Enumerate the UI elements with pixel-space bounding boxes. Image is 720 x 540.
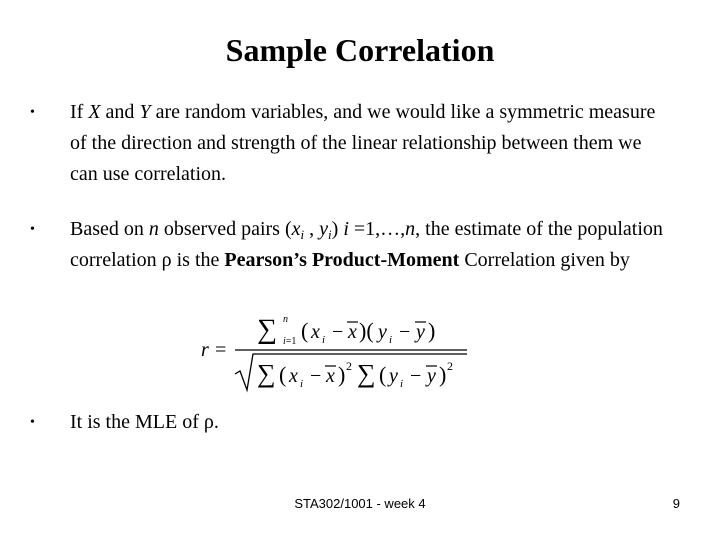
svg-text:): ) bbox=[439, 362, 447, 387]
svg-text:(: ( bbox=[279, 362, 287, 387]
svg-text:i: i bbox=[389, 334, 393, 346]
svg-text:i: i bbox=[400, 378, 404, 390]
svg-text:−: − bbox=[399, 321, 411, 343]
svg-text:−: − bbox=[332, 321, 344, 343]
svg-text:x: x bbox=[289, 365, 298, 387]
svg-text:(: ( bbox=[301, 318, 309, 343]
slide-footer: STA302/1001 - week 4 bbox=[294, 496, 426, 511]
svg-text:): ) bbox=[428, 318, 436, 343]
svg-text:=: = bbox=[215, 339, 227, 361]
svg-text:i=1: i=1 bbox=[283, 336, 297, 347]
svg-text:r: r bbox=[201, 339, 209, 361]
svg-text:): ) bbox=[338, 362, 346, 387]
svg-text:−: − bbox=[410, 365, 422, 387]
correlation-formula bbox=[195, 308, 475, 398]
svg-text:y: y bbox=[416, 321, 425, 343]
svg-text:2: 2 bbox=[447, 359, 453, 373]
bullet-1-text: If X and Y are random variables, and we would like a symmetric measure of the direction and strength of the linear relationship between them we can use correlation. bbox=[70, 101, 656, 185]
svg-text:x: x bbox=[348, 321, 357, 343]
svg-text:x: x bbox=[311, 321, 320, 343]
svg-text:(: ( bbox=[379, 362, 387, 387]
svg-text:y: y bbox=[378, 321, 387, 343]
bullet-marker: • bbox=[30, 105, 35, 120]
bullet-marker: • bbox=[30, 415, 35, 430]
svg-text:i: i bbox=[300, 378, 304, 390]
page-number: 9 bbox=[672, 496, 680, 511]
svg-text:∑: ∑ bbox=[257, 359, 276, 388]
svg-text:−: − bbox=[310, 365, 322, 387]
svg-text:x: x bbox=[326, 365, 335, 387]
svg-text:i: i bbox=[322, 334, 326, 346]
svg-text:y: y bbox=[389, 365, 398, 387]
svg-text:∑: ∑ bbox=[357, 359, 376, 388]
bullet-3 bbox=[30, 407, 670, 438]
bullet-2-text: Based on n observed pairs ($x_i$ , $y_i$) i =1,…,n, the estimate of the population correlation ρ is the Pearson’s Product-Moment Correlation given by bbox=[70, 218, 663, 271]
bullet-marker: • bbox=[30, 222, 35, 237]
svg-text:n: n bbox=[283, 314, 288, 325]
svg-text:)(: )( bbox=[359, 318, 374, 343]
svg-text:∑: ∑ bbox=[257, 314, 277, 345]
pearson-term: Pearson’s Product-Moment bbox=[224, 249, 460, 271]
svg-text:2: 2 bbox=[346, 359, 352, 373]
bullet-3-text: It is the MLE of ρ. bbox=[70, 411, 219, 433]
svg-text:y: y bbox=[427, 365, 436, 387]
slide-title: Sample Correlation bbox=[225, 32, 495, 68]
bullet-1 bbox=[30, 97, 670, 190]
bullet-2 bbox=[30, 214, 670, 276]
